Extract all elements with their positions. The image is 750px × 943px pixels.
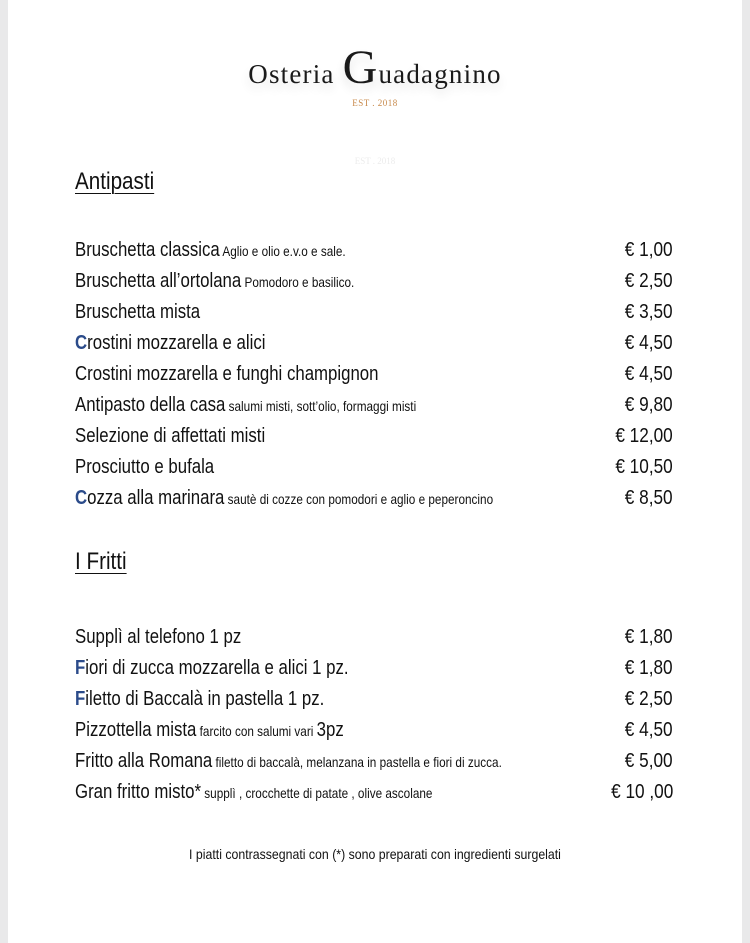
item-name: Fritto alla Romana xyxy=(75,750,213,772)
item-initial: C xyxy=(75,487,88,509)
item-price: € 4,50 xyxy=(625,719,673,741)
established-label: EST . 2018 xyxy=(352,98,398,108)
item-name: Crostini mozzarella e funghi champignon xyxy=(75,363,379,385)
item-name: Bruschetta mista xyxy=(75,301,201,323)
item-name: Antipasto della casa xyxy=(75,394,226,416)
frozen-ingredients-footnote: I piatti contrassegnati con (*) sono preparati con ingredienti surgelati xyxy=(189,846,561,862)
menu-item xyxy=(75,422,675,450)
item-name: Bruschetta classica xyxy=(75,239,220,261)
item-name: Selezione di affettati misti xyxy=(75,425,266,447)
menu-item xyxy=(75,329,675,357)
menu-item xyxy=(75,685,675,713)
item-name: Gran fritto misto* xyxy=(75,781,202,803)
item-name: ozza alla marinara xyxy=(87,487,225,509)
established-watermark: EST . 2018 xyxy=(354,156,396,166)
menu-item xyxy=(75,778,675,806)
item-price: € 2,50 xyxy=(625,270,673,292)
menu-item xyxy=(75,623,675,651)
menu-item xyxy=(75,267,675,295)
item-price: € 1,00 xyxy=(625,239,673,261)
restaurant-logo xyxy=(0,38,750,104)
item-name: Bruschetta all’ortolana xyxy=(75,270,242,292)
menu-item xyxy=(75,747,675,775)
logo-rest: uadagnino xyxy=(378,59,502,89)
menu-item xyxy=(75,236,675,264)
item-price: € 10 ,00 xyxy=(610,781,673,803)
item-quantity: 3pz xyxy=(316,719,344,741)
menu-item xyxy=(75,453,675,481)
item-price: € 4,50 xyxy=(625,332,673,354)
item-initial: F xyxy=(75,688,86,710)
item-description: supplì , crocchette di patate , olive ascolane xyxy=(201,785,433,801)
item-description: sautè di cozze con pomodori e aglio e peperoncino xyxy=(224,491,494,507)
item-name: Supplì al telefono 1 pz xyxy=(75,626,242,648)
menu-item xyxy=(75,716,675,744)
item-name: iori di zucca mozzarella e alici 1 pz. xyxy=(85,657,349,679)
item-name: Prosciutto e bufala xyxy=(75,456,215,478)
item-initial: C xyxy=(75,332,88,354)
item-description: salumi misti, sott’olio, formaggi misti xyxy=(225,398,417,414)
item-description: Pomodoro e basilico. xyxy=(241,274,355,290)
logo-initial: G xyxy=(342,41,379,94)
menu-item xyxy=(75,391,675,419)
item-price: € 2,50 xyxy=(625,688,673,710)
item-price: € 8,50 xyxy=(625,487,673,509)
item-price: € 1,80 xyxy=(625,657,673,679)
item-price: € 4,50 xyxy=(625,363,673,385)
item-initial: F xyxy=(75,657,86,679)
item-price: € 5,00 xyxy=(625,750,673,772)
item-price: € 10,50 xyxy=(615,456,673,478)
item-description: Aglio e olio e.v.o e sale. xyxy=(219,243,346,259)
item-description: filetto di baccalà, melanzana in pastella e fiori di zucca. xyxy=(212,754,502,770)
item-price: € 12,00 xyxy=(615,425,673,447)
item-name: iletto di Baccalà in pastella 1 pz. xyxy=(85,688,325,710)
menu-item xyxy=(75,484,675,512)
item-price: € 1,80 xyxy=(625,626,673,648)
menu-item xyxy=(75,360,675,388)
item-name: Pizzottella mista xyxy=(75,719,197,741)
item-name: rostini mozzarella e alici xyxy=(87,332,266,354)
section-title-antipasti: Antipasti xyxy=(75,168,155,195)
item-price: € 9,80 xyxy=(625,394,673,416)
menu-item xyxy=(75,298,675,326)
item-price: € 3,50 xyxy=(625,301,673,323)
item-description: farcito con salumi vari xyxy=(196,723,317,739)
menu-item xyxy=(75,654,675,682)
section-title-fritti: I Fritti xyxy=(75,548,127,575)
logo-prefix: Osteria xyxy=(248,59,343,89)
